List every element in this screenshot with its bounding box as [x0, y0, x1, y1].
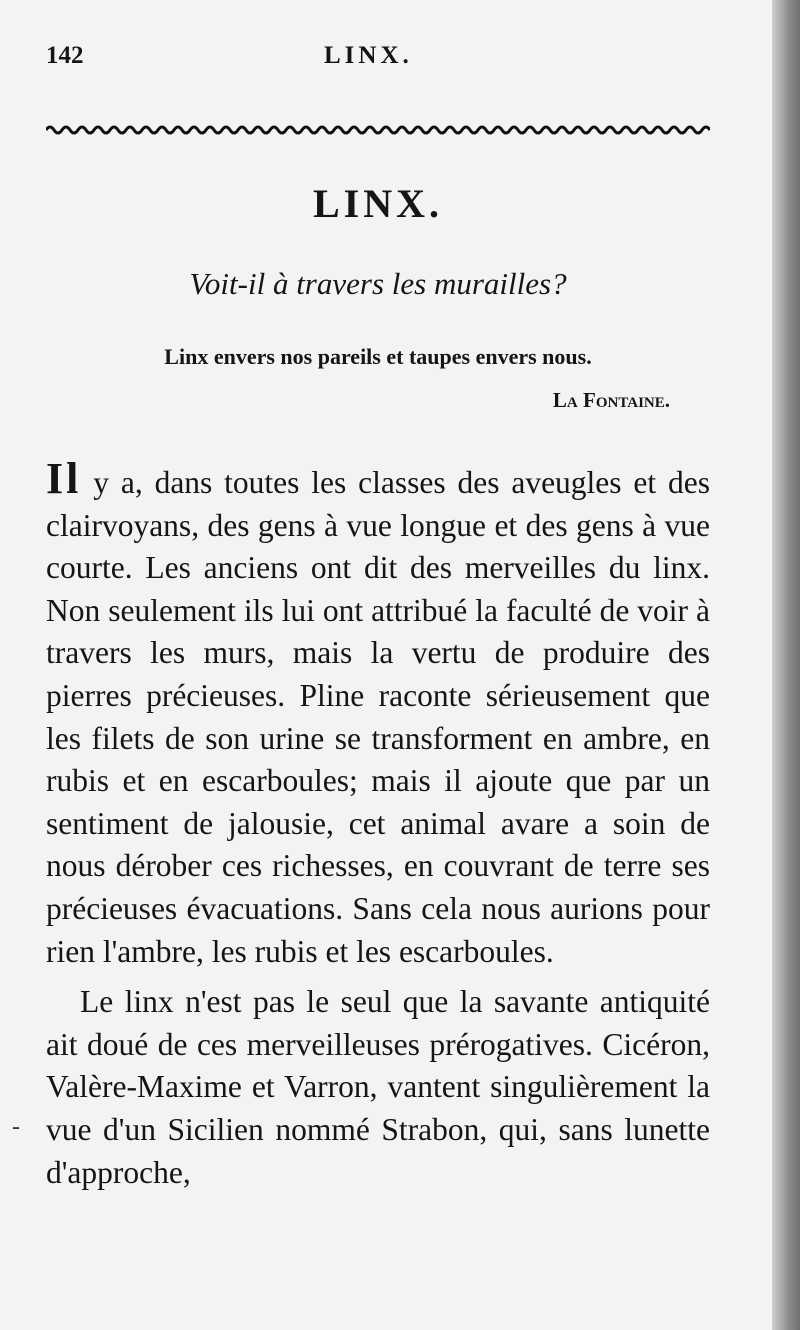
epigraph-author: La Fontaine. — [552, 388, 670, 412]
running-head — [46, 42, 710, 78]
paragraph-1 — [46, 454, 711, 973]
chapter-title: LINX. — [312, 181, 444, 226]
epigraph-quote: Linx envers nos pareils et taupes envers nous. — [164, 344, 592, 369]
margin-mark: - — [12, 1114, 20, 1140]
drop-cap: Il — [46, 454, 82, 503]
paragraph-1-text: y a, dans toutes les classes des aveugles et des clairvoyans, des gens à vue longue et des gens à vue courte. Les anciens ont dit des merveilles du linx. Non seulement ils lui ont attribué la faculté de voir à travers les murs, mais la vertu de produire des pierres précieuses. Pline raconte sérieusement que les filets de son urine se transforment en ambre, en rubis et en escarboules; mais il ajoute que par un sentiment de jalousie, cet animal avare a soin de nous dérober ces richesses, en couvrant de terre ses précieuses évacuations. Sans cela nous aurions pour rien l'ambre, les rubis et les escarboules. — [46, 465, 711, 969]
paragraph-2: Le linx n'est pas le seul que la savante antiquité ait doué de ces merveilleuses prérogatives. Cicéron, Valère-Maxime et Varron, vantent singulièrement la vue d'un Sicilien nommé Strabon, qui, sans lunette d'approche, — [46, 984, 710, 1190]
epigraph-question: Voit-il à travers les murailles? — [189, 266, 567, 301]
page-edge-shadow — [772, 0, 800, 1330]
running-title: LINX. — [324, 42, 413, 69]
body-text — [46, 454, 711, 1194]
ornamental-wavy-rule — [46, 122, 710, 138]
page-number: 142 — [46, 42, 84, 69]
